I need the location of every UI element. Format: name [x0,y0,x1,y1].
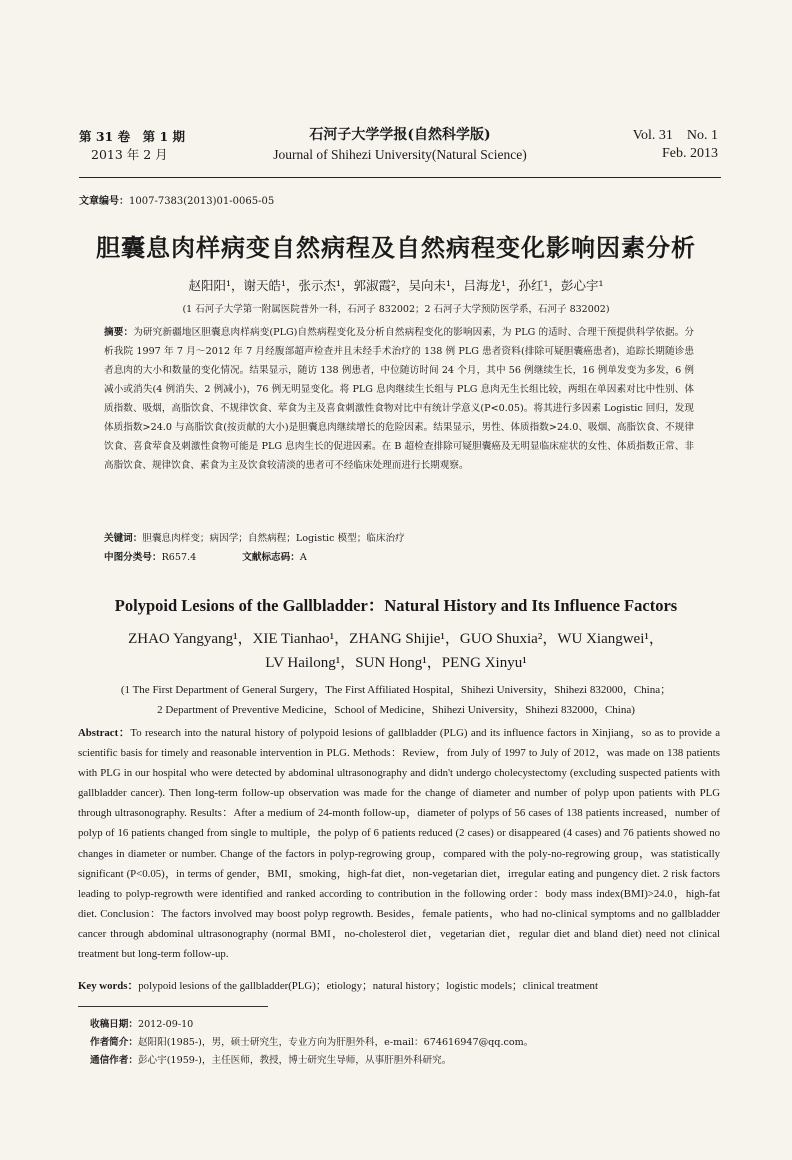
article-number [79,192,274,207]
footnotes [90,1016,533,1070]
author-bio-text: 赵阳阳(1985-)，男，硕士研究生，专业方向为肝胆外科，e-mail：674616947@qq.com。 [137,1037,534,1048]
footnote-rule [78,1006,268,1007]
article-number-value: 1007-7383(2013)01-0065-05 [129,196,275,207]
header-left [79,128,185,164]
received-date [90,1016,533,1034]
authors-en-line-1: ZHAO Yangyang¹，XIE Tianhao¹，ZHANG Shijie¹，GUO Shuxia²，WU Xiangwei¹， [128,631,664,647]
clc-label: 中图分类号： [104,552,162,563]
doc-code-value: A [299,552,307,563]
header-center [240,125,560,165]
keywords-en-label: Key words： [78,980,139,992]
title-cn: 胆囊息肉样病变自然病程及自然病程变化影响因素分析 [96,234,696,262]
title-en: Polypoid Lesions of the Gallbladder：Natural History and Its Influence Factors [114,596,678,615]
authors-cn: 赵阳阳¹，谢天皓¹，张示杰¹，郭淑霞²，吴向未¹，吕海龙¹，孙红¹，彭心宇¹ [188,278,604,293]
abstract-en-text: To research into the natural history of polypoid lesions of gallbladder (PLG) and its influence factors in Xinjiang，so as to provide a scientific basis for timely and reasonable intervention in PLG. Methods：Review，from July of 1997 to July of 2012，was made on 138 patients with PLG in our hospital who were detected by abdominal ultrasonography and didn't undergo cholecystectomy (excluding suspected patients with gallbladder cancer). Then long-term follow-up observation was made for the change of diameter and number of polyp upon patients with PLG through ultrasonography. Results：After a medium of 24-month follow-up，diameter of polyps of 56 cases of 138 patients increased，number of polyp of 16 patients changed from single to multiple，the polyp of 6 patients reduced (2 cases) or disappeared (4 cases) and 76 patients showed no changes in diameter or number. Change of the factors in polyp-regrowing group，compared with the poly-no-regrowing group，was statistically significant (P<0.05)，in terms of gender，BMI，smoking，high-fat diet，non-vegetarian diet，irregular eating and pungency diet. 2 risk factors leading to polyp-regrowth were identified and ranked according to contribution in the following order：body mass index(BMI)>24.0，high-fat diet. Conclusion：The factors involved may boost polyp regrowth. Besides，female patients，who had no-clinical symptoms and no gallbladder cancer through abdominal ultrasonography (normal BMI，no-cholesterol diet，vegetarian diet，regular diet and bland diet) need not clinical treatment but long-term follow-up. [78,727,720,961]
abstract-cn [104,323,694,475]
keywords-cn [104,530,694,548]
abstract-cn-label: 摘要： [104,327,134,338]
affiliation-en [60,680,732,720]
received-label: 收稿日期： [90,1019,138,1030]
volume-en: Vol. 31 No. 1 [632,128,718,143]
classification-cn [104,549,307,567]
authors-en-line-2: LV Hailong¹，SUN Hong¹，PENG Xinyu¹ [265,655,527,671]
header-right [633,127,718,163]
journal-name-en: Journal of Shihezi University(Natural Science) [273,147,527,162]
keywords-cn-label: 关键词： [104,533,143,544]
author-bio-label: 作者简介： [90,1037,138,1048]
author-bio [90,1034,533,1052]
journal-name-cn: 石河子大学学报(自然科学版) [309,127,491,143]
header-rule [79,177,721,178]
corresponding-label: 通信作者： [90,1055,138,1066]
affiliation-en-line-2: 2 Department of Preventive Medicine，School of Medicine，Shihezi University，Shihezi 832000，China) [157,704,635,716]
corresponding-author [90,1052,533,1070]
abstract-en [78,723,720,964]
keywords-cn-text: 胆囊息肉样变；病因学；自然病程；Logistic 模型；临床治疗 [142,533,405,544]
affiliation-cn: (1 石河子大学第一附属医院普外一科，石河子 832002；2 石河子大学预防医学系，石河子 832002) [182,304,610,315]
keywords-en [78,977,720,995]
clc-value: R657.4 [161,552,197,563]
abstract-cn-text: 为研究新疆地区胆囊息肉样病变(PLG)自然病程变化及分析自然病程变化的影响因素，为 PLG 的适时、合理干预提供科学依据。分析我院 1997 年 7 月～2012 年 7 月经腹部超声检查并且未经手术治疗的 138 例 PLG 患者资料(排除可疑胆囊癌患者)，追踪长期随诊患者息肉的大小和数量的变化情况。结果显示，随访 138 例患者，中位随访时间 24 个月，其中 56 例继续生长，16 例单发变为多发，6 例减小或消失(4 例消失、2 例减小)，76 例无明显变化。将 PLG 息肉继续生长组与 PLG 息肉无生长组比较，两组在单因素对比中性别、体质指数、吸烟，高脂饮食、不规律饮食、荤食为主及喜食刺激性食物对比中有统计学意义(P<0.05)。将其进行多因素 Logistic 回归，发现体质指数>24.0 与高脂饮食(按贡献的大小)是胆囊息肉继续增长的危险因素。结果显示，男性、体质指数>24.0、吸烟、高脂饮食、不规律饮食、喜食荤食及刺激性食物可能是 PLG 息肉生长的促进因素。在 B 超检查排除可疑胆囊癌及无明显临床症状的女性、体质指数正常、非高脂饮食、规律饮食、素食为主及饮食较清淡的患者可不经临床处理而进行长期观察。 [104,327,694,471]
corresponding-text: 彭心宇(1959-)，主任医师，教授，博士研究生导师，从事肝胆外科研究。 [137,1055,452,1066]
authors-en [90,627,702,675]
doc-code-label: 文献标志码： [242,552,300,563]
affiliation-en-line-1: (1 The First Department of General Surgery，The First Affiliated Hospital，Shihezi University，Shihezi 832000，China； [120,684,672,696]
received-value: 2012-09-10 [137,1019,194,1030]
abstract-en-label: Abstract： [78,727,131,739]
volume-cn: 第 31 卷 第 1 期 [79,129,185,144]
date-en: Feb. 2013 [662,146,718,161]
article-number-label: 文章编号： [79,196,129,207]
keywords-en-text: polypoid lesions of the gallbladder(PLG)；etiology；natural history；logistic models；clinical treatment [138,980,598,992]
date-cn: 2013 年 2 月 [91,147,168,162]
